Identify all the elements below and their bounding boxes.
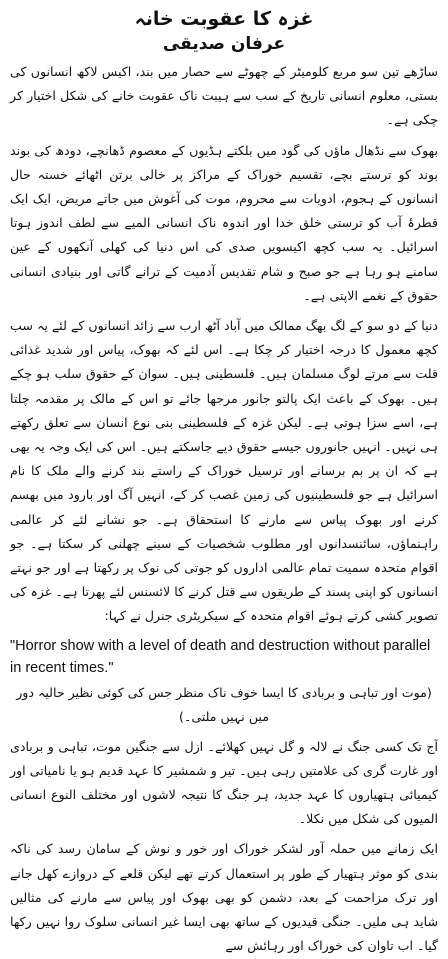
paragraph-1: ساڑھے تین سو مربع کلومیٹر کے چھوٹے سے حصار میں بند، اکیس لاکھ انسانوں کی بستی، معلوم انسانی تاریخ کے سب سے ہیبت ناک عقوبت خانے کی شکل اختیار کر چکی ہے۔ (10, 64, 438, 128)
paragraph-2: بھوک سے نڈھال ماؤں کی گود میں بلکتے ہڈیوں کے معصوم ڈھانچے، دودھ کی بوند بوند کو ترستے بچے، تقسیم خوراک کے مراکز پر خالی برتن اٹھائے خستہ حال انسانوں کے ہجوم، ادویات سے محروم، موت کی آغوش میں جاتے مریض، ایک ایک قطرۂ آب کو ترستی خلق خدا اور اندوہ ناک انسانی المیے سے لطف اندوز ہوتا اسرائیل۔ یہ سب کچھ اکیسویں صدی کی اس دنیا کی کھلی آنکھوں کے عین سامنے ہو رہا ہے جو صبح و شام تقدیس آدمیت کے ترانے گاتی اور بنیادی انسانی حقوق کے نغمے الاپتی ہے۔ (10, 142, 438, 303)
paragraph-3: دنیا کے دو سو کے لگ بھگ ممالک میں آباد آٹھ ارب سے زائد انسانوں کے لئے یہ سب کچھ معمول کا درجہ اختیار کر چکا ہے۔ اس لئے کہ بھوک، پیاس اور شدید غذائی قلت سے مرتے لوگ مسلمان ہیں۔ فلسطینی ہیں۔ سوان کے حقوق سلب ہو چکے ہیں۔ بھوک کے باعث ایک پالتو جانور مرجھا جائے تو اس کے مالک پر مقدمہ چلتا ہے، اسے سزا ہوتی ہے۔ لیکن غزہ کے فلسطینی بنی نوع انسان سے تعلق رکھتے ہی نہیں۔ انہیں جانوروں جیسے حقوق دیے جاسکتے ہیں۔ اس کی ایک وجہ یہ بھی ہے کہ ان پر بم برسانے اور ترسیل خوراک کے راستے بند کرنے والے ملک کا نام اسرائیل ہے جو فلسطینیوں کی زمین غصب کر کے، انہیں آگ اور بارود میں بھسم کرنے اور بھوک پیاس سے مارنے کا استحقاق ہے۔ جو نشانے لئے کر عالمی راہنماؤں، سائنسدانوں اور مطلوب شخصیات کے سینے چھلنی کر سکتا ہے۔ جو اقوام متحدہ سمیت تمام عالمی اداروں کو جوتی کی نوک پر رکھتا ہے اور جو نہتے انسانوں کو اپنی پسند کے طریقوں سے قتل کرنے کا لائسنس لئے پھرتا ہے۔ غزہ کی تصویر کشی کرتے ہوئے اقوام متحدہ کے سیکریٹری جنرل نے کہا: (10, 318, 438, 624)
article-author: عرفان صدیقی (162, 34, 286, 54)
english-quote: "Horror show with a level of death and destruction without parallel in recent times." (10, 637, 431, 676)
paragraph-4: آج تک کسی جنگ نے لالہ و گل نہیں کھلائے۔ ازل سے جنگیں موت، تباہی و بربادی اور غارت گری کی علامتیں رہی ہیں۔ تیر و شمشیر کا عہد قدیم ہو یا نامیاتی اور کیمیائی ہتھیاروں کا عہد جدید، ہر جنگ کا نتیجہ لاشوں اور مختلف النوع انسانی المیوں کی شکل میں نکلا۔ (10, 738, 438, 827)
article-title: غزہ کا عقوبت خانہ (134, 8, 314, 30)
paragraph-5: ایک زمانے میں حملہ آور لشکر خوراک اور خور و نوش کے سامان رسد کی ناکہ بندی کو موثر ہتھیار کے طور پر استعمال کرتے تھے لیکن قلعے کے دروازے کھل جانے اور ترک مزاحمت کے بعد، دشمن کو بھی بھوک اور پیاس سے مارنے کی مثالیں شاید ہی ملیں۔ جنگی قیدیوں کے ساتھ بھی ایسا غیر انسانی سلوک روا نہیں رکھا گیا۔ اب تاوان کی خوراک اور رہائش سے (10, 841, 438, 954)
quote-translation: (موت اور تباہی و بربادی کا ایسا خوف ناک منظر جس کی کوئی نظیر حالیہ دور میں نہیں ملتی۔) (16, 684, 432, 724)
